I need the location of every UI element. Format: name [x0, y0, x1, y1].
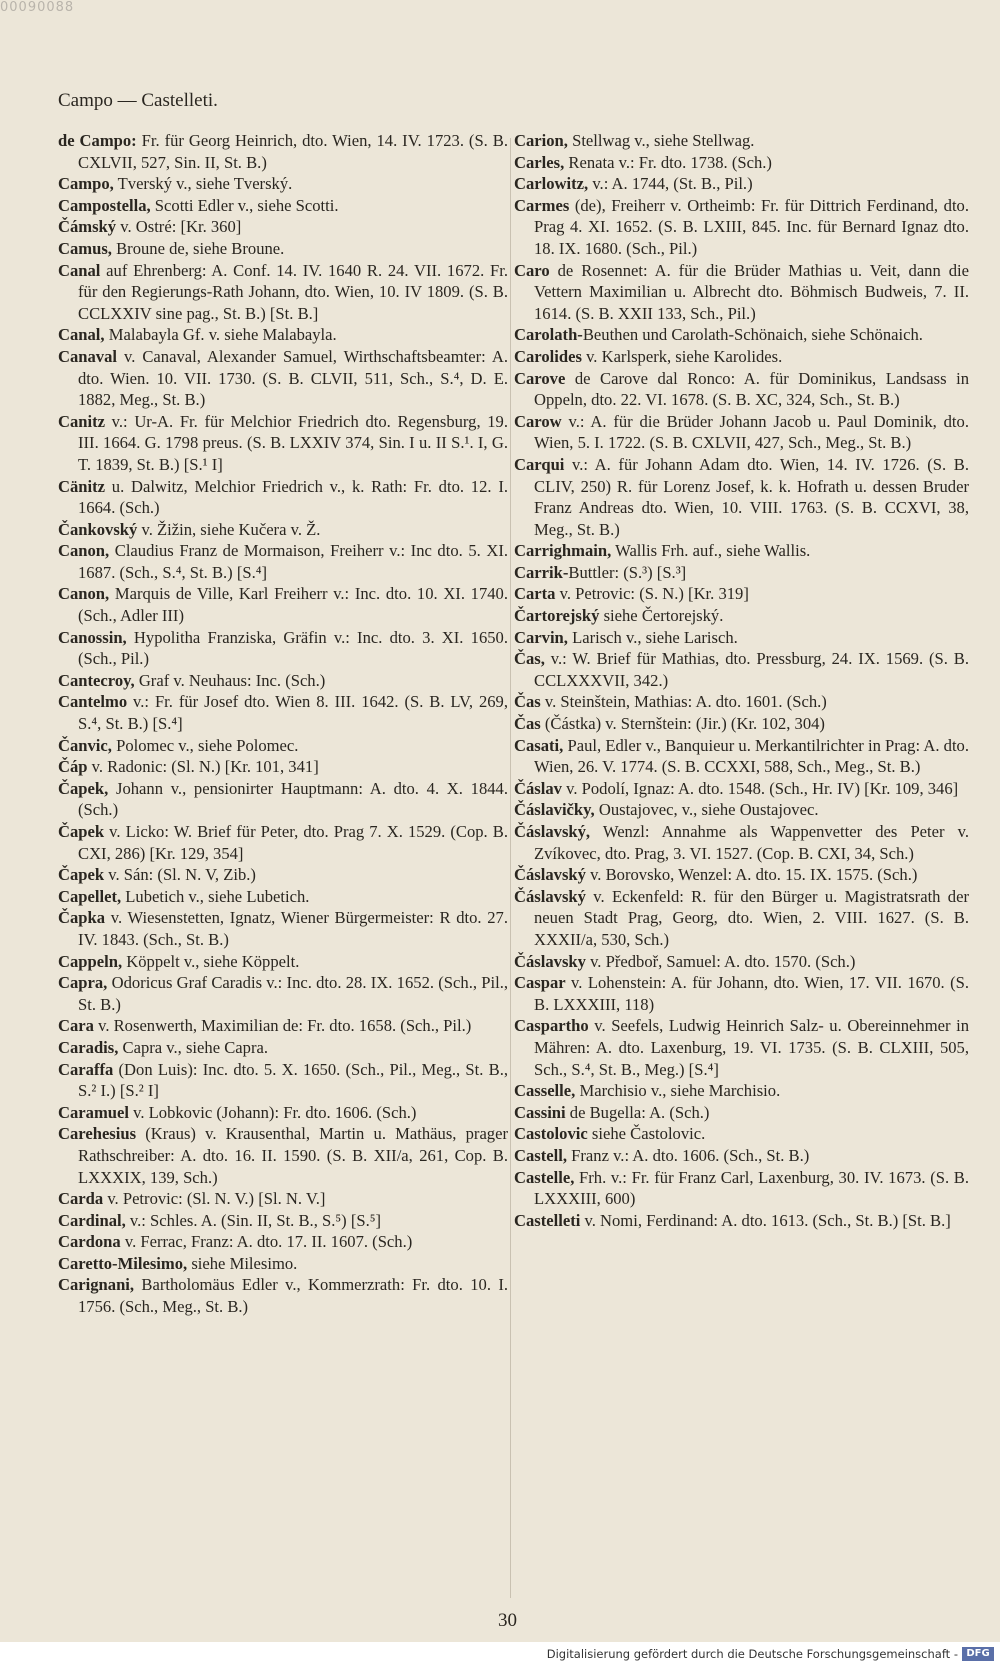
register-entry: [514, 886, 969, 951]
entry-headword: Čas: [514, 692, 541, 712]
right-column: [514, 130, 969, 1231]
register-entry: [514, 713, 969, 735]
register-entry: [58, 756, 508, 778]
entry-headword: Carove: [514, 368, 566, 388]
register-entry: [58, 1059, 508, 1102]
entry-text: v. Ostré: [Kr. 360]: [116, 217, 242, 237]
entry-text: de Bugella: A. (Sch.): [565, 1102, 710, 1122]
register-entry: [514, 173, 969, 195]
entry-headword: Caspartho: [514, 1016, 589, 1036]
footer-credit: Digitalisierung gefördert durch die Deutsche Forschungsgemeinschaft -: [546, 1647, 958, 1661]
register-entry: [514, 1080, 969, 1102]
entry-headword: Čáp: [58, 757, 88, 777]
entry-headword: Casati,: [514, 735, 564, 755]
entry-headword: Carda: [58, 1189, 104, 1209]
entry-text: auf Ehrenberg: A. Conf. 14. IV. 1640 R. 24. VII. 1672. Fr. für den Regierungs-Rath Johann, dto. Wien, 10. IV 1809. (S. B. CCLXXIV sine pag., St. B.) [St. B.]: [78, 260, 508, 323]
entry-text: v. Steinštein, Mathias: A. dto. 1601. (Sch.): [540, 692, 827, 712]
footer-bar: [0, 1642, 1000, 1667]
register-entry: [514, 324, 969, 346]
register-entry: [514, 648, 969, 691]
register-entry: [58, 1231, 508, 1253]
register-entry: [58, 238, 508, 260]
entry-headword: Canon,: [58, 541, 110, 561]
dfg-logo: DFG: [962, 1647, 994, 1661]
entry-text: Paul, Edler v., Banquieur u. Merkantilrichter in Prag: A. dto. Wien, 26. V. 1774. (S. B. CCXXI, 588, Sch., Meg., St. B.): [534, 735, 969, 777]
register-entry: [58, 1037, 508, 1059]
entry-headword: Castelleti: [514, 1210, 581, 1230]
entry-headword: Carqui: [514, 454, 565, 474]
entry-headword: Carrik-: [514, 562, 569, 582]
entry-text: siehe Čertorejský.: [599, 606, 724, 626]
register-entry: [58, 1253, 508, 1275]
entry-headword: Čartorejský: [514, 606, 600, 626]
entry-headword: Castell,: [514, 1145, 567, 1165]
entry-headword: Casselle,: [514, 1081, 576, 1101]
entry-text: Marquis de Ville, Karl Freiherr v.: Inc. dto. 10. XI. 1740. (Sch., Adler III): [78, 584, 508, 626]
entry-text: Wallis Frh. auf., siehe Wallis.: [611, 541, 811, 561]
entry-headword: Čapka: [58, 908, 106, 928]
entry-headword: Cantelmo: [58, 692, 128, 712]
entry-text: Graf v. Neuhaus: Inc. (Sch.): [134, 670, 326, 690]
register-entry: [58, 972, 508, 1015]
entry-text: v. Ferrac, Franz: A. dto. 17. II. 1607. (Sch.): [120, 1232, 413, 1252]
register-entry: [514, 972, 969, 1015]
entry-text: siehe Milesimo.: [187, 1253, 298, 1273]
entry-headword: Campo,: [58, 174, 114, 194]
entry-headword: Čáslavičky,: [514, 800, 595, 820]
register-entry: [58, 670, 508, 692]
entry-headword: Carolides: [514, 346, 582, 366]
register-entry: [514, 1102, 969, 1124]
entry-headword: Čáslavský: [514, 865, 586, 885]
entry-headword: Čapek: [58, 822, 105, 841]
register-entry: [514, 799, 969, 821]
entry-text: Köppelt v., siehe Köppelt.: [122, 951, 300, 971]
entry-text: v. Sán: (Sl. N. V, Zib.): [104, 865, 256, 885]
register-entry: [514, 260, 969, 325]
entry-text: de Rosennet: A. für die Brüder Mathias u. Veit, dann die Vettern Maximilian u. Albrecht dto. Böhmisch Budweis, 7. II. 1614. (S. B. XXII 133, Sch., Pil.): [534, 260, 969, 323]
entry-text: Oustajovec, v., siehe Oustajovec.: [594, 800, 819, 820]
entry-text: v. Lobkovic (Johann): Fr. dto. 1606. (Sch.): [128, 1102, 417, 1122]
entry-text: Larisch v., siehe Larisch.: [567, 627, 738, 647]
register-entry: [514, 821, 969, 864]
register-entry: [514, 691, 969, 713]
register-entry: [58, 864, 508, 886]
entry-text: Renata v.: Fr. dto. 1738. (Sch.): [564, 152, 772, 172]
entry-headword: Campostella,: [58, 195, 151, 215]
entry-headword: Caramuel: [58, 1102, 129, 1122]
entry-headword: Čáslav: [514, 778, 562, 798]
entry-text: Odoricus Graf Caradis v.: Inc. dto. 28. IX. 1652. (Sch., Pil., St. B.): [78, 973, 508, 1014]
entry-text: v.: Ur-A. Fr. für Melchior Friedrich dto. Regensburg, 19. III. 1664. G. 1798 preus. (S. B. LXXIV 374, Sin. I u. II S.¹. I, G. T. 1839, St. B.) [S.¹ I]: [78, 411, 508, 474]
entry-headword: de Campo:: [58, 131, 137, 150]
entry-headword: Canossin,: [58, 627, 127, 647]
entry-text: v. Petrovic: (Sl. N. V.) [Sl. N. V.]: [103, 1189, 326, 1209]
register-entry: [514, 368, 969, 411]
register-entry: [58, 130, 508, 173]
register-entry: [514, 951, 969, 973]
page-header: Campo — Castelleti.: [58, 90, 218, 111]
register-entry: [514, 562, 969, 584]
register-entry: [58, 1274, 508, 1317]
register-entry: [514, 864, 969, 886]
entry-headword: Carehesius: [58, 1124, 137, 1144]
register-entry: [58, 1015, 508, 1037]
entry-text: siehe Častolovic.: [587, 1124, 706, 1144]
entry-text: v.: Fr. für Josef dto. Wien 8. III. 1642. (S. B. LV, 269, S.⁴, St. B.) [S.⁴]: [78, 692, 508, 734]
register-entry: [514, 605, 969, 627]
entry-text: Wenzl: Annahme als Wappenvetter des Peter v. Zvíkovec, dto. Prag, 3. VI. 1527. (Cop. B. CXI, 34, Sch.): [534, 822, 969, 863]
entry-headword: Carmes: [514, 195, 570, 215]
register-entry: [514, 346, 969, 368]
register-entry: [58, 173, 508, 195]
register-entry: [514, 1167, 969, 1210]
register-entry: [58, 195, 508, 217]
entry-text: v. Petrovic: (S. N.) [Kr. 319]: [555, 584, 749, 604]
register-entry: [514, 583, 969, 605]
entry-text: (Don Luis): Inc. dto. 5. X. 1650. (Sch., Pil., Meg., St. B., S.² I.) [S.² I]: [78, 1059, 508, 1101]
register-entry: [58, 951, 508, 973]
entry-text: v. Borovsko, Wenzel: A. dto. 15. IX. 1575. (Sch.): [585, 865, 918, 885]
entry-headword: Canon,: [58, 584, 110, 604]
register-entry: [514, 627, 969, 649]
entry-text: u. Dalwitz, Melchior Friedrich v., k. Rath: Fr. dto. 12. I. 1664. (Sch.): [78, 476, 508, 518]
entry-headword: Camus,: [58, 238, 112, 258]
register-entry: [58, 411, 508, 476]
register-entry: [58, 519, 508, 541]
entry-headword: Carlowitz,: [514, 174, 589, 194]
entry-headword: Canaval: [58, 346, 118, 366]
register-entry: [58, 346, 508, 411]
entry-text: Johann v., pensionirter Hauptmann: A. dto. 4. X. 1844. (Sch.): [78, 778, 508, 820]
entry-headword: Cappeln,: [58, 951, 123, 971]
entry-headword: Carrighmain,: [514, 541, 612, 561]
register-entry: [58, 1102, 508, 1124]
register-entry: [58, 778, 508, 821]
entry-headword: Castolovic: [514, 1124, 588, 1144]
entry-headword: Carles,: [514, 152, 565, 172]
entry-headword: Čanvic,: [58, 735, 112, 755]
entry-headword: Čáslavský,: [514, 822, 591, 841]
register-entry: [514, 540, 969, 562]
entry-headword: Čapek: [58, 865, 105, 885]
register-entry: [514, 1015, 969, 1080]
entry-headword: Canal,: [58, 325, 105, 345]
column-divider: [510, 138, 511, 1598]
register-entry: [58, 1123, 508, 1188]
register-entry: [514, 1210, 969, 1232]
entry-headword: Carignani,: [58, 1275, 135, 1295]
register-entry: [58, 691, 508, 734]
entry-headword: Capra,: [58, 973, 108, 993]
entry-text: Franz v.: A. dto. 1606. (Sch., St. B.): [567, 1145, 810, 1165]
entry-headword: Caretto-Milesimo,: [58, 1253, 188, 1273]
entry-text: Broune de, siehe Broune.: [111, 238, 285, 258]
entry-headword: Carta: [514, 584, 556, 604]
entry-text: Fr. für Georg Heinrich, dto. Wien, 14. IV. 1723. (S. B. CXLVII, 527, Sin. II, St. B.): [78, 131, 508, 172]
entry-text: Claudius Franz de Mormaison, Freiherr v.: Inc dto. 5. XI. 1687. (Sch., S.⁴, St. B.) [S.⁴]: [78, 541, 508, 582]
register-entry: [58, 583, 508, 626]
register-entry: [58, 907, 508, 950]
entry-text: Polomec v., siehe Polomec.: [111, 735, 299, 755]
entry-headword: Canal: [58, 260, 101, 280]
register-entry: [58, 1210, 508, 1232]
entry-text: v. Předboř, Samuel: A. dto. 1570. (Sch.): [585, 951, 856, 971]
entry-headword: Čapek,: [58, 778, 109, 798]
entry-text: de Carove dal Ronco: A. für Dominikus, Landsass in Oppeln, dto. 22. VI. 1678. (S. B. XC, 324, Sch., St. B.): [534, 368, 969, 410]
entry-text: Buttler: (S.³) [S.³]: [568, 562, 687, 582]
page-number: 30: [498, 1610, 517, 1631]
entry-text: v. Žižin, siehe Kučera v. Ž.: [137, 519, 321, 539]
register-entry: [514, 1145, 969, 1167]
entry-headword: Čas: [514, 714, 541, 734]
entry-text: Scotti Edler v., siehe Scotti.: [150, 195, 339, 215]
entry-text: v.: A. für Johann Adam dto. Wien, 14. IV. 1726. (S. B. CLIV, 250) R. für Lorenz Josef, k. k. Hofrath u. dessen Bruder Franz Andreas dto. Wien, 10. VIII. 1763. (S. B. CCXVI, 38, Meg., St. B.): [534, 454, 969, 539]
entry-headword: Cardona: [58, 1232, 121, 1252]
register-entry: [58, 324, 508, 346]
entry-headword: Caspar: [514, 973, 566, 993]
entry-headword: Cardinal,: [58, 1210, 126, 1230]
entry-headword: Cänitz: [58, 476, 106, 496]
entry-text: (de), Freiherr v. Ortheimb: Fr. für Dittrich Ferdinand, dto. Prag 4. XI. 1652. (S. B. LXIII, 845. Inc. für Bernard Ignaz dto. 18. IX. 1680. (Sch., Pil.): [534, 195, 969, 258]
entry-text: v.: A. für die Brüder Johann Jacob u. Paul Dominik, dto. Wien, 5. I. 1722. (S. B. CXLVII, 427, Sch., Meg., St. B.): [534, 411, 969, 453]
entry-text: v. Rosenwerth, Maximilian de: Fr. dto. 1658. (Sch., Pil.): [93, 1016, 472, 1036]
register-entry: [58, 476, 508, 519]
register-entry: [58, 735, 508, 757]
entry-text: Capra v., siehe Capra.: [118, 1037, 268, 1057]
entry-headword: Čáslavsky: [514, 951, 586, 971]
entry-text: (Částka) v. Sternštein: (Jir.) (Kr. 102, 304): [540, 714, 825, 734]
entry-headword: Carion,: [514, 131, 568, 150]
entry-text: v. Seefels, Ludwig Heinrich Salz- u. Obereinnehmer in Mähren: A. dto. Laxenburg, 19. VI. 1735. (S. B. CLXIII, 505, Sch., S.⁴, St. B., Meg.) [S.⁴]: [534, 1016, 969, 1079]
entry-text: v. Podolí, Ignaz: A. dto. 1548. (Sch., Hr. IV) [Kr. 109, 346]: [561, 778, 959, 798]
entry-text: Beuthen und Carolath-Schönaich, siehe Schönaich.: [582, 325, 923, 345]
entry-headword: Čáslavský: [514, 886, 586, 906]
register-entry: [514, 152, 969, 174]
entry-text: (Kraus) v. Krausenthal, Martin u. Mathäus, prager Rathschreiber: A. dto. 16. II. 1590. (S. B. XII/a, 261, Cop. B. LXXXIX, 139, Sch.): [78, 1124, 508, 1187]
entry-text: v. Eckenfeld: R. für den Bürger u. Magistratsrath der neuen Stadt Prag, Georg, dto. Wien, 2. VIII. 1627. (S. B. XXXII/a, 530, Sch.): [534, 886, 969, 949]
register-entry: [514, 130, 969, 152]
register-entry: [58, 260, 508, 325]
register-entry: [514, 778, 969, 800]
register-entry: [58, 540, 508, 583]
register-entry: [58, 216, 508, 238]
entry-headword: Castelle,: [514, 1167, 575, 1187]
entry-text: Tverský v., siehe Tverský.: [113, 174, 293, 194]
entry-text: Bartholomäus Edler v., Kommerzrath: Fr. dto. 10. I. 1756. (Sch., Meg., St. B.): [78, 1275, 508, 1317]
register-entry: [514, 1123, 969, 1145]
register-entry: [58, 821, 508, 864]
entry-text: Hypolitha Franziska, Gräfin v.: Inc. dto. 3. XI. 1650. (Sch., Pil.): [78, 627, 508, 669]
entry-headword: Cara: [58, 1016, 94, 1036]
entry-headword: Carvin,: [514, 627, 568, 647]
entry-text: v. Licko: W. Brief für Peter, dto. Prag 7. X. 1529. (Cop. B. CXI, 286) [Kr. 129, 354]: [78, 822, 508, 863]
entry-text: v. Canaval, Alexander Samuel, Wirthschaftsbeamter: A. dto. Wien. 10. VII. 1730. (S. B. CLVII, 511, Sch., S.⁴, D. E. 1882, Meg., St. B.): [78, 346, 508, 410]
entry-headword: Caraffa: [58, 1059, 114, 1079]
register-entry: [514, 735, 969, 778]
entry-text: v. Karlsperk, siehe Karolides.: [581, 346, 783, 366]
entry-headword: Čámský: [58, 217, 117, 237]
entry-headword: Čas,: [514, 649, 545, 669]
left-column: [58, 130, 508, 1318]
entry-headword: Caradis,: [58, 1037, 119, 1057]
entry-text: v. Radonic: (Sl. N.) [Kr. 101, 341]: [87, 757, 319, 777]
entry-headword: Caro: [514, 260, 550, 280]
entry-headword: Čankovský: [58, 519, 138, 539]
entry-text: v. Lohenstein: A. für Johann, dto. Wien, 17. VII. 1670. (S. B. LXXXIII, 118): [534, 973, 969, 1014]
entry-text: v.: W. Brief für Mathias, dto. Pressburg, 24. IX. 1569. (S. B. CCLXXXVII, 342.): [534, 649, 969, 690]
entry-text: v. Wiesenstetten, Ignatz, Wiener Bürgermeister: R dto. 27. IV. 1843. (Sch., St. B.): [78, 908, 508, 949]
register-entry: [514, 195, 969, 260]
entry-text: Stellwag v., siehe Stellwag.: [567, 131, 755, 150]
entry-headword: Canitz: [58, 411, 106, 431]
entry-headword: Cantecroy,: [58, 670, 135, 690]
entry-headword: Capellet,: [58, 886, 122, 906]
register-entry: [58, 627, 508, 670]
register-entry: [514, 454, 969, 540]
register-entry: [514, 411, 969, 454]
entry-text: v.: A. 1744, (St. B., Pil.): [588, 174, 753, 194]
entry-headword: Carolath-: [514, 325, 583, 345]
scan-id-mark: 00090088: [0, 0, 75, 15]
entry-text: Frh. v.: Fr. für Franz Carl, Laxenburg, 30. IV. 1673. (S. B. LXXXIII, 600): [534, 1167, 969, 1209]
entry-text: v. Nomi, Ferdinand: A. dto. 1613. (Sch., St. B.) [St. B.]: [580, 1210, 951, 1230]
entry-headword: Carow: [514, 411, 562, 431]
entry-text: Marchisio v., siehe Marchisio.: [575, 1081, 781, 1101]
entry-text: Malabayla Gf. v. siehe Malabayla.: [104, 325, 337, 345]
register-entry: [58, 886, 508, 908]
entry-headword: Cassini: [514, 1102, 566, 1122]
register-entry: [58, 1188, 508, 1210]
entry-text: v.: Schles. A. (Sin. II, St. B., S.⁵) [S.⁵]: [125, 1210, 382, 1230]
entry-text: Lubetich v., siehe Lubetich.: [121, 886, 310, 906]
